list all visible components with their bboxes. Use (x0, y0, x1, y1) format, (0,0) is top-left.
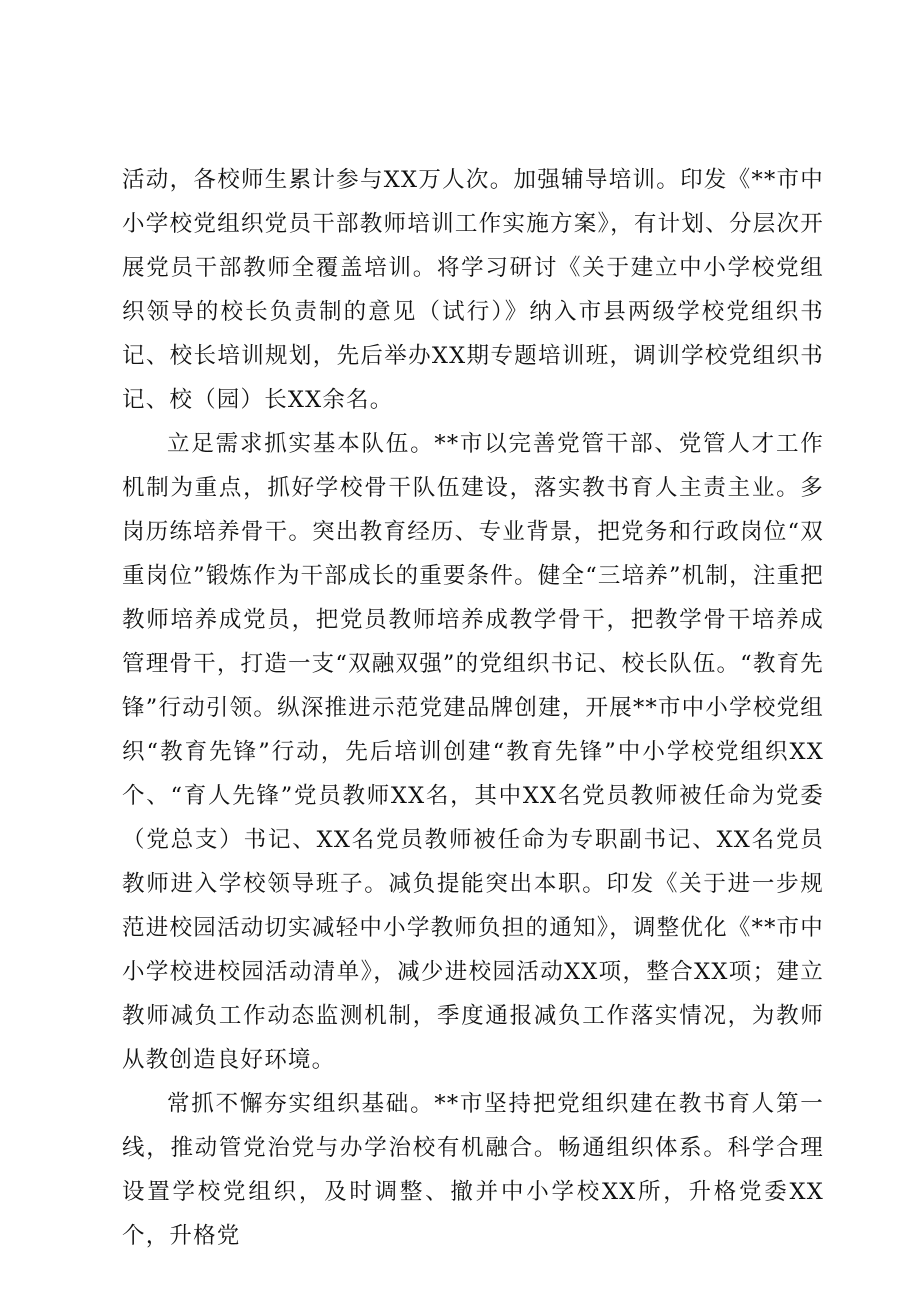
paragraph-basic-team: 立足需求抓实基本队伍。**市以完善党管干部、党管人才工作机制为重点，抓好学校骨干队伍建设，落实教书育人主责主业。多岗历练培养骨干。突出教育经历、专业背景，把党务和行政岗位“双重岗位”锻炼作为干部成长的重要条件。健全“三培养”机制，注重把教师培养成党员，把党员教师培养成教学骨干，把教学骨干培养成管理骨干，打造一支“双融双强”的党组织书记、校长队伍。“教育先锋”行动引领。纵深推进示范党建品牌创建，开展**市中小学校党组织“教育先锋”行动，先后培训创建“教育先锋”中小学校党组织XX个、“育人先锋”党员教师XX名，其中XX名党员教师被任命为党委（党总支）书记、XX名党员教师被任命为专职副书记、XX名党员教师进入学校领导班子。减负提能突出本职。印发《关于进一步规范进校园活动切实减轻中小学教师负担的通知》，调整优化《**市中小学校进校园活动清单》，减少进校园活动XX项，整合XX项；建立教师减负工作动态监测机制，季度通报减负工作落实情况，为教师从教创造良好环境。 (122, 431, 824, 1073)
paragraph-organization-foundation: 常抓不懈夯实组织基础。**市坚持把党组织建在教书育人第一线，推动管党治党与办学治校有机融合。畅通组织体系。科学合理设置学校党组织，及时调整、撤并中小学校XX所，升格党委XX个，升格党 (122, 1091, 824, 1249)
document-body (122, 158, 824, 1258)
paragraph-continuation: 活动，各校师生累计参与XX万人次。加强辅导培训。印发《**市中小学校党组织党员干部教师培训工作实施方案》，有计划、分层次开展党员干部教师全覆盖培训。将学习研讨《关于建立中小学校党组织领导的校长负责制的意见（试行）》纳入市县两级学校党组织书记、校长培训规划，先后举办XX期专题培训班，调训学校党组织书记、校（园）长XX余名。 (122, 167, 824, 413)
